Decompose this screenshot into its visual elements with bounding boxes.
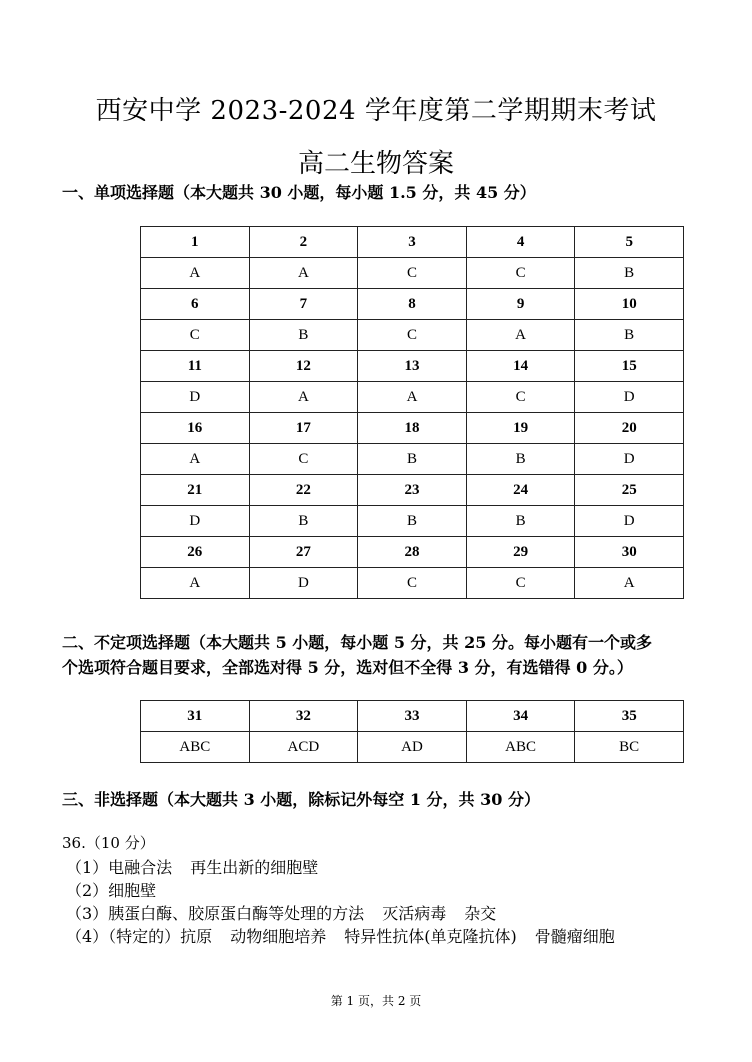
answer-blank: 灭活病毒 — [382, 904, 447, 923]
question-number-cell: 15 — [575, 351, 684, 382]
answer-cell: C — [466, 568, 575, 599]
answer-cell: A — [466, 320, 575, 351]
answer-row — [141, 732, 684, 763]
answer-row — [141, 258, 684, 289]
answer-cell: ABC — [141, 732, 250, 763]
answer-row — [141, 506, 684, 537]
question-number-row — [141, 289, 684, 320]
answer-blank: （4）（特定的）抗原 — [66, 927, 213, 946]
exam-title: 西安中学 2023-2024 学年度第二学期期末考试 — [95, 96, 657, 126]
answer-cell: A — [575, 568, 684, 599]
answer-cell: BC — [575, 732, 684, 763]
answer-cell: D — [575, 444, 684, 475]
question-number-cell: 9 — [466, 289, 575, 320]
question-number-cell: 6 — [141, 289, 250, 320]
answer-row — [141, 382, 684, 413]
question-number-cell: 1 — [141, 227, 250, 258]
answer-cell: B — [249, 320, 358, 351]
answer-cell: D — [249, 568, 358, 599]
question-number-row — [141, 537, 684, 568]
answer-cell: B — [249, 506, 358, 537]
question-number-cell: 8 — [358, 289, 467, 320]
answer-cell: C — [358, 320, 467, 351]
question-number-row — [141, 351, 684, 382]
question-number-cell: 16 — [141, 413, 250, 444]
answer-cell: B — [466, 444, 575, 475]
question-number-cell: 5 — [575, 227, 684, 258]
question-number-cell: 23 — [358, 475, 467, 506]
question-36-subanswer — [66, 855, 318, 878]
question-number-cell: 12 — [249, 351, 358, 382]
question-number-cell: 24 — [466, 475, 575, 506]
question-number-cell: 32 — [249, 701, 358, 732]
answer-cell: C — [249, 444, 358, 475]
question-number-row — [141, 475, 684, 506]
question-number-cell: 2 — [249, 227, 358, 258]
answer-cell: D — [575, 506, 684, 537]
answer-cell: D — [141, 382, 250, 413]
answer-cell: A — [249, 382, 358, 413]
question-36-label: 36.（10 分） — [62, 834, 155, 852]
answer-blank: （1）电融合法 — [66, 858, 173, 877]
answer-cell: ACD — [249, 732, 358, 763]
multi-choice-answer-table — [140, 700, 684, 763]
answer-cell: D — [141, 506, 250, 537]
question-number-cell: 13 — [358, 351, 467, 382]
answer-cell: B — [575, 258, 684, 289]
section2-heading-line2: 个选项符合题目要求，全部选对得 5 分，选对但不全得 3 分，有选错得 0 分。） — [62, 658, 633, 677]
answer-row — [141, 320, 684, 351]
question-number-row — [141, 701, 684, 732]
question-number-cell: 4 — [466, 227, 575, 258]
section3-heading: 三、非选择题（本大题共 3 小题，除标记外每空 1 分，共 30 分） — [62, 790, 540, 809]
answer-blank: 特异性抗体(单克隆抗体) — [344, 927, 517, 946]
answer-cell: B — [575, 320, 684, 351]
question-number-cell: 34 — [466, 701, 575, 732]
answer-cell: C — [141, 320, 250, 351]
question-36-subanswer — [66, 901, 496, 924]
answer-blank: 动物细胞培养 — [230, 927, 327, 946]
section2-heading-line1: 二、不定项选择题（本大题共 5 小题，每小题 5 分，共 25 分。每小题有一个或多 — [62, 633, 652, 652]
question-number-cell: 14 — [466, 351, 575, 382]
answer-blank: 杂交 — [464, 904, 497, 923]
question-number-cell: 33 — [358, 701, 467, 732]
answer-cell: ABC — [466, 732, 575, 763]
answer-blank: 再生出新的细胞壁 — [190, 858, 319, 877]
question-number-cell: 21 — [141, 475, 250, 506]
answer-blank: （3）胰蛋白酶、胶原蛋白酶等处理的方法 — [66, 904, 365, 923]
question-number-row — [141, 227, 684, 258]
question-number-cell: 31 — [141, 701, 250, 732]
answer-cell: B — [358, 444, 467, 475]
section1-heading: 一、单项选择题（本大题共 30 小题，每小题 1.5 分，共 45 分） — [62, 183, 536, 202]
question-number-cell: 29 — [466, 537, 575, 568]
question-number-cell: 30 — [575, 537, 684, 568]
question-number-cell: 19 — [466, 413, 575, 444]
page-footer: 第 1 页，共 2 页 — [330, 994, 422, 1008]
answer-cell: C — [358, 258, 467, 289]
answer-row — [141, 444, 684, 475]
question-number-cell: 22 — [249, 475, 358, 506]
question-number-cell: 28 — [358, 537, 467, 568]
question-number-cell: 17 — [249, 413, 358, 444]
question-number-cell: 26 — [141, 537, 250, 568]
answer-cell: C — [358, 568, 467, 599]
section2-heading — [62, 630, 702, 680]
single-choice-answer-table — [140, 226, 684, 599]
question-number-cell: 27 — [249, 537, 358, 568]
question-number-cell: 25 — [575, 475, 684, 506]
answer-blank: 骨髓瘤细胞 — [534, 927, 615, 946]
question-36-subanswer — [66, 878, 156, 901]
answer-cell: A — [141, 258, 250, 289]
answer-key-subtitle: 高二生物答案 — [297, 149, 454, 179]
answer-cell: D — [575, 382, 684, 413]
answer-cell: B — [358, 506, 467, 537]
answer-cell: A — [358, 382, 467, 413]
question-number-cell: 20 — [575, 413, 684, 444]
question-36-subanswer — [66, 924, 615, 947]
answer-cell: A — [249, 258, 358, 289]
question-number-cell: 3 — [358, 227, 467, 258]
answer-row — [141, 568, 684, 599]
answer-cell: B — [466, 506, 575, 537]
answer-cell: C — [466, 382, 575, 413]
answer-cell: A — [141, 444, 250, 475]
question-number-cell: 11 — [141, 351, 250, 382]
question-number-cell: 35 — [575, 701, 684, 732]
question-number-row — [141, 413, 684, 444]
answer-cell: A — [141, 568, 250, 599]
question-number-cell: 18 — [358, 413, 467, 444]
question-number-cell: 7 — [249, 289, 358, 320]
question-number-cell: 10 — [575, 289, 684, 320]
answer-blank: （2）细胞壁 — [66, 881, 157, 900]
answer-cell: AD — [358, 732, 467, 763]
answer-cell: C — [466, 258, 575, 289]
